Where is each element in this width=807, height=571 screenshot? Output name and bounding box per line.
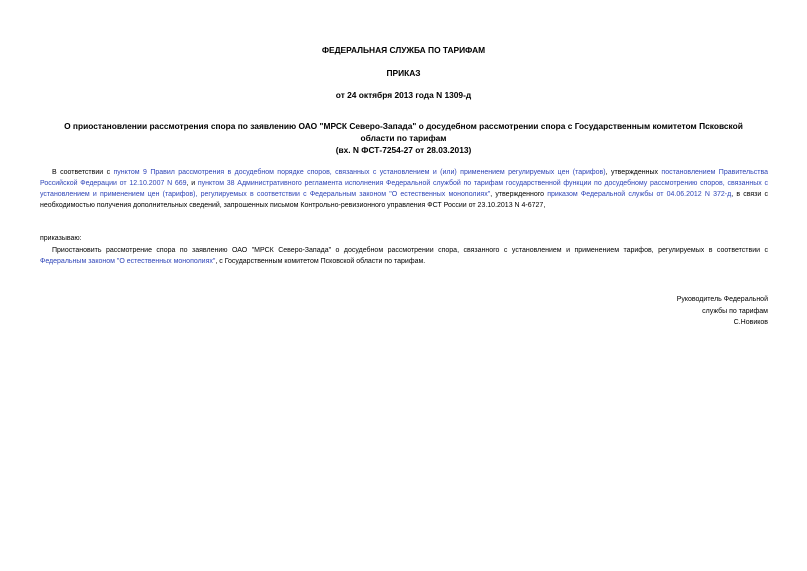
preamble-text: , в связи с: [731, 190, 768, 198]
order-line: [40, 245, 768, 256]
preamble-text: , утвержденных: [605, 168, 662, 176]
order-text: Приостановить рассмотрение спора по заявлению ОАО "МРСК Северо-Запада" о досудебном рассмотрении спора, связанного с установлением и применением тарифов, регулируемых в соответствии с: [52, 246, 768, 254]
document-title: [30, 120, 777, 156]
order-word: приказываю:: [40, 234, 82, 242]
title-line: О приостановлении рассмотрения спора по заявлению ОАО "МРСК Северо-Запада" о досудебном рассмотрении спора с Государственным комитетом Псковской: [64, 121, 743, 131]
link-natural-monopolies-law[interactable]: Федеральным законом "О естественных монополиях": [40, 257, 216, 265]
link-government-decree[interactable]: постановлением Правительства: [661, 168, 769, 176]
title-line: (вх. N ФСТ-7254-27 от 28.03.2013): [335, 145, 472, 155]
document-type: ПРИКАЗ: [386, 68, 421, 78]
link-government-decree[interactable]: Российской Федерации от 12.10.2007 N 669: [40, 179, 187, 187]
signature-block: [677, 294, 768, 329]
preamble-line: [40, 178, 768, 189]
signature-name: С.Новиков: [733, 319, 768, 327]
title-line: области по тарифам: [360, 133, 447, 143]
preamble-text: В соответствии с: [52, 168, 114, 176]
agency-name: ФЕДЕРАЛЬНАЯ СЛУЖБА ПО ТАРИФАМ: [321, 45, 486, 55]
order-text: , с Государственным комитетом Псковской области по тарифам.: [215, 257, 426, 265]
preamble-text: , и: [186, 179, 198, 187]
link-admin-regulation-point-38[interactable]: установлением и применением цен (тарифов), регулируемых в соответствии с Федеральным законом "О естественных монополиях": [40, 190, 491, 198]
document-date-number: от 24 октября 2013 года N 1309-д: [335, 90, 472, 100]
preamble-paragraph: [40, 167, 768, 211]
preamble-line: [40, 200, 768, 211]
link-rules-point-9[interactable]: пунктом 9 Правил рассмотрения в досудебном порядке споров, связанных с установлением и (или) применением регулируемых цен (тарифов): [113, 168, 606, 176]
signature-position: службы по тарифам: [702, 307, 768, 315]
order-line: [40, 256, 768, 267]
preamble-text: необходимостью получения дополнительных сведений, запрошенных письмом Контрольно-ревизионного управления ФСТ России от 23.10.2013 N 4-6727,: [40, 201, 546, 209]
link-admin-regulation-point-38[interactable]: пунктом 38 Административного регламента исполнения Федеральной службой по тарифам государственной функции по досудебному рассмотрению споров, связанных с: [197, 179, 768, 187]
preamble-text: , утвержденного: [490, 190, 548, 198]
preamble-line: [40, 167, 768, 178]
preamble-line: [40, 189, 768, 200]
link-fts-order-372[interactable]: приказом Федеральной службы от 04.06.2012 N 372-д: [547, 190, 732, 198]
signature-position: Руководитель Федеральной: [676, 296, 768, 304]
order-paragraph: [40, 245, 768, 267]
